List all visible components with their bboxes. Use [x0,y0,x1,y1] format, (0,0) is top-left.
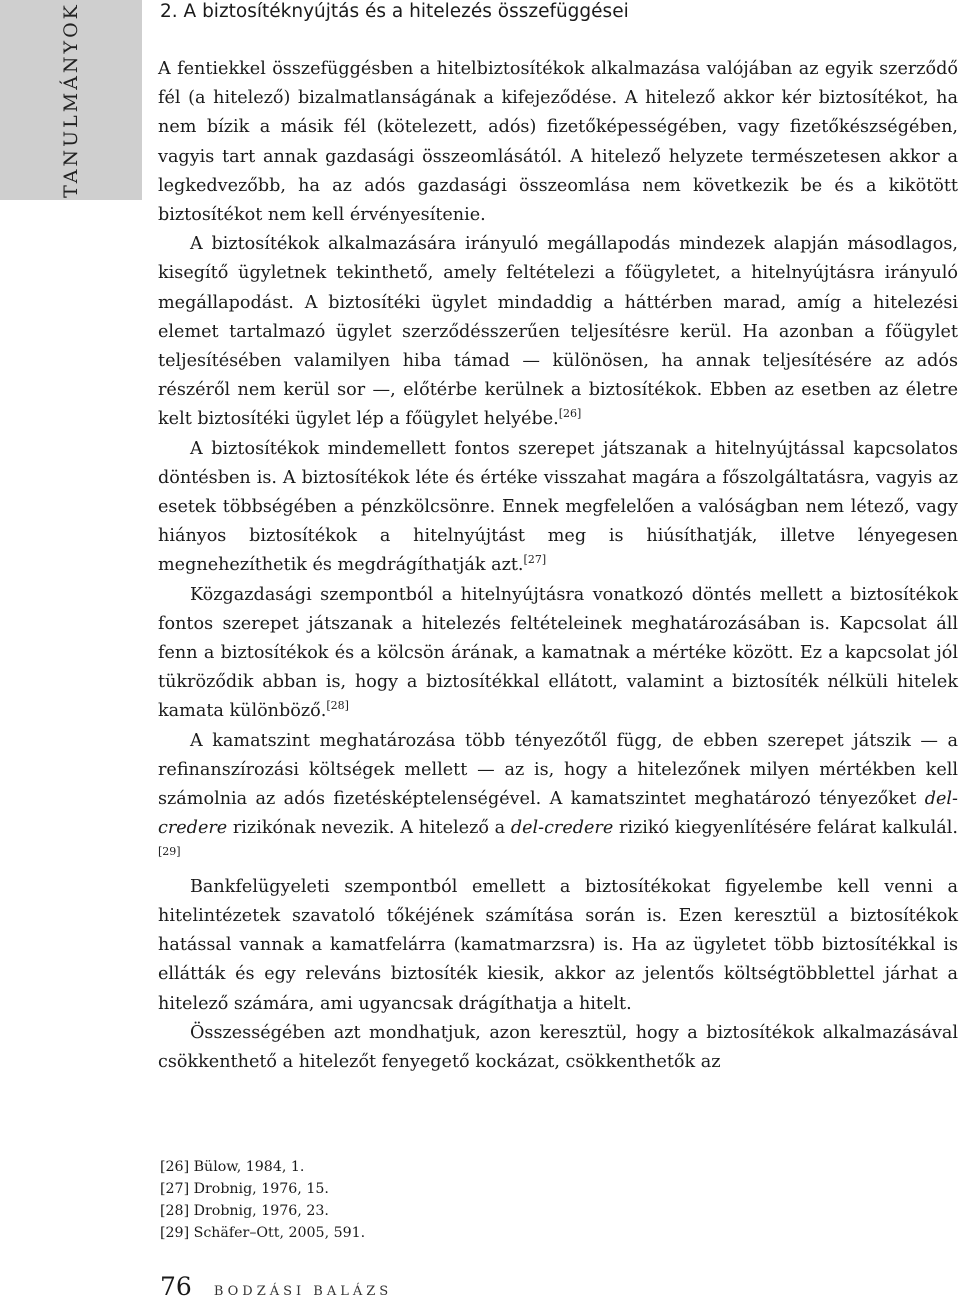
italic-term: del-credere [158,789,958,839]
paragraph-1 [158,55,958,230]
paragraph-text: A fentiekkel összefüggésben a hitelbiztosítékok alkalmazása valójában az egyik szerződő fél (a hitelező) bizalmatlanságának a kifejeződése. A hitelező akkor kér biztosítékot, ha nem bízik a másik fél (kötelezett, adós) fizetőképességében, vagy fizetőkészségében, vagyis tart annak gazdasági összeomlásától. A hitelező helyzete természetesen akkor a legkedvezőbb, ha az adós gazdasági összeomlása nem következik be és a kikötött biztosítékot nem kell érvényesítenie. [158,59,958,226]
page-footer [160,1272,392,1312]
footnotes [160,1156,920,1244]
paragraph-2 [158,230,958,434]
paragraph-4 [158,581,958,727]
paragraph-text: rizikónak nevezik. A hitelező a [227,818,511,839]
paragraph-text: rizikó kiegyenlítésére felárat kalkulál. [613,818,958,839]
page-number: 76 [160,1272,192,1301]
footnote-ref: [26] [558,407,582,421]
side-tab [0,0,142,200]
paragraph-5 [158,727,958,873]
paragraph-text: A biztosítékok alkalmazására irányuló megállapodás mindezek alapján másodlagos, kisegítő ügyletnek tekinthető, amely feltételezi a főügyletet, a hitelnyújtásra irányuló megállapodást. A biztosítéki ügylet mindaddig a háttérben marad, amíg a hitelezési elemet tartalmazó ügylet szerződésszerűen teljesítésre kerül. Ha azonban a főügylet teljesítésében valamilyen hiba támad — különösen, ha annak teljesítésére az adós részéről nem kerül sor —, előtérbe kerülnek a biztosítékok. Ebben az esetben az életre kelt biztosítéki ügylet lép a főügylet helyébe. [158,234,958,430]
paragraph-text: Közgazdasági szempontból a hitelnyújtásra vonatkozó döntés mellett a biztosítékok fontos szerepet játszanak a hitelezés feltételeinek meghatározásában is. Kapcsolat áll fenn a biztosítékok és a kölcsön árának, a kamatnak a mértéke között. Ez a kapcsolat jól tükröződik abban is, hogy a biztosítékkal ellátott, valamint a biztosíték nélküli hitelek kamata különböző. [158,584,958,722]
section-heading: 2. A biztosítéknyújtás és a hitelezés összefüggései [160,1,629,22]
footnote-ref: [28] [326,699,349,713]
italic-term: del-credere [510,818,614,839]
footnote: [26] Bülow, 1984, 1. [160,1159,305,1175]
author-name: BODZÁSI BALÁZS [213,1284,393,1299]
paragraph-text: Bankfelügyeleti szempontból emellett a biztosítékokat figyelembe kell venni a hitelintézetek szavatoló tőkéjének számítása során is. Ezen keresztül a biztosítékok hatással vannak a kamatfelárra (kamatmarzsra) is. Ha az ügyletet több biztosítékkal is ellátták és egy releváns biztosíték kiesik, akkor az jelentős költségtöbblettel járhat a hitelező számára, ami ugyancsak drágíthatja a hitelt. [158,876,958,1014]
paragraph-7 [158,1019,958,1077]
footnote-ref: [29] [158,845,181,859]
paragraph-6 [158,873,958,1019]
footnote: [28] Drobnig, 1976, 23. [160,1203,329,1219]
side-tab-label: TANULMÁNYOK [60,2,82,198]
footnote: [29] Schäfer–Ott, 2005, 591. [160,1225,366,1241]
footnote-ref: [27] [523,553,547,567]
paragraph-text: A biztosítékok mindemellett fontos szerepet játszanak a hitelnyújtással kapcsolatos döntésben is. A biztosítékok léte és értéke visszahat magára a főszolgáltatásra, vagyis az esetek többségében a pénzkölcsönre. Ennek megfelelően a valóságban nem létező, vagy hiányos biztosítékok a hitelnyújtást meg is hiúsíthatják, illetve lényegesen megnehezíthetik és megdrágíthatják azt. [158,438,958,576]
paragraph-text: A kamatszint meghatározása több tényezőtől függ, de ebben szerepet játszik — a refinanszírozási költségek mellett — az is, hogy a hitelezőnek milyen mértékben kell számolnia az adós fizetésképtelenségével. A kamatszintet meghatározó tényezőket [158,730,958,810]
body-text [158,55,958,1077]
footnote: [27] Drobnig, 1976, 15. [160,1181,329,1197]
paragraph-3 [158,435,958,581]
paragraph-text: Összességében azt mondhatjuk, azon keresztül, hogy a biztosítékok alkalmazásával csökkenthető a hitelezőt fenyegető kockázat, csökkenthetők az [158,1022,958,1072]
